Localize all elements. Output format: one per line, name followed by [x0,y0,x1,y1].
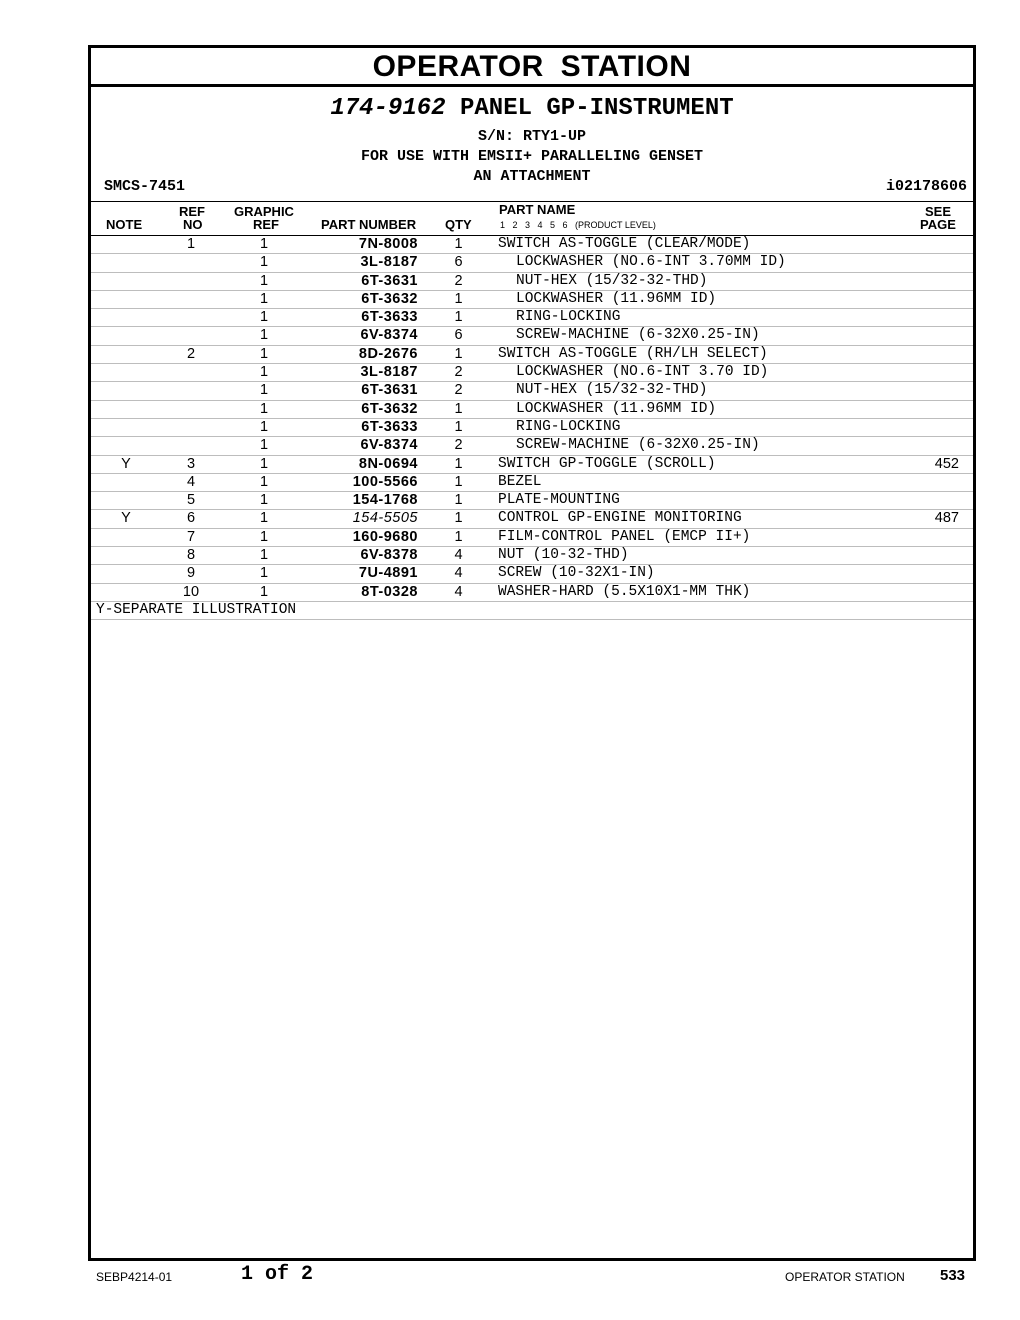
table-row [91,474,973,492]
part-name-cell: PLATE-MOUNTING [498,492,620,509]
part-number-cell: 3L-8187 [360,364,418,381]
footnote-row [91,602,973,620]
graphic-ref-cell: 1 [259,290,269,307]
ref-no-cell: 6 [186,510,196,527]
part-name-cell: LOCKWASHER (11.96MM ID) [516,290,717,307]
page-footer [0,1262,1020,1292]
part-number-cell: 6T-3631 [361,382,418,399]
table-row [91,327,973,345]
col-see-bottom: PAGE [920,217,956,232]
parts-page-frame [88,45,976,1261]
graphic-ref-cell: 1 [259,547,269,564]
qty-cell: 1 [454,528,463,545]
footer-page-number: 533 [940,1267,966,1284]
qty-cell: 4 [454,547,463,564]
col-ref-top: REF [179,204,205,219]
meta-row [91,177,973,202]
note-cell: Y [121,455,131,472]
serial-number: S/N: RTY1-UP [477,128,587,145]
qty-cell: 1 [454,492,463,509]
ref-no-cell: 5 [186,492,196,509]
table-row [91,309,973,327]
qty-cell: 4 [454,583,463,600]
part-number-cell: 6T-3632 [361,400,418,417]
graphic-ref-cell: 1 [259,236,269,252]
table-row [91,584,973,602]
part-number-cell: 6T-3633 [361,418,418,435]
qty-cell: 1 [454,455,463,472]
col-see-top: SEE [925,204,952,219]
part-number-cell: 3L-8187 [360,254,418,271]
qty-cell: 1 [454,236,463,252]
part-number-cell: 7N-8008 [358,236,418,252]
part-name-cell: BEZEL [498,473,542,490]
part-number-cell: 154-5505 [352,510,418,527]
col-note: NOTE [106,217,143,232]
part-name-cell: RING-LOCKING [516,418,621,435]
attachment-note: AN ATTACHMENT [473,168,591,185]
col-part-number: PART NUMBER [321,217,417,232]
table-row [91,492,973,510]
ref-no-cell: 8 [186,547,196,564]
col-ref-bottom: NO [183,217,203,232]
graphic-ref-cell: 1 [259,382,269,399]
section-title: OPERATOR STATION [91,48,973,87]
table-row [91,346,973,364]
part-number-cell: 6T-3631 [361,272,418,289]
part-number-cell: 6T-3632 [361,290,418,307]
part-name-cell: SWITCH AS-TOGGLE (CLEAR/MODE) [498,236,751,252]
table-row [91,510,973,528]
table-row [91,437,973,455]
graphic-ref-cell: 1 [259,492,269,509]
part-name-cell: LOCKWASHER (NO.6-INT 3.70 ID) [516,364,769,381]
col-graphic-top: GRAPHIC [234,204,294,219]
graphic-ref-cell: 1 [259,309,269,326]
part-name-cell: WASHER-HARD (5.5X10X1-MM THK) [498,583,751,600]
parts-group-title [91,87,973,127]
note-cell: Y [121,510,131,527]
graphic-ref-cell: 1 [259,583,269,600]
qty-cell: 6 [454,254,463,271]
footnote: Y-SEPARATE ILLUSTRATION [96,601,297,618]
part-number-cell: 6V-8378 [360,547,418,564]
ref-no-cell: 10 [182,583,200,600]
part-number-cell: 160-9680 [352,528,418,545]
col-product-levels: 1 2 3 4 5 6 (PRODUCT LEVEL) [500,220,656,230]
table-row [91,291,973,309]
part-name-cell: NUT-HEX (15/32-32-THD) [516,382,708,399]
table-row [91,565,973,583]
table-row [91,529,973,547]
illustration-id: i02178606 [885,178,967,195]
table-row [91,456,973,474]
graphic-ref-cell: 1 [259,272,269,289]
qty-cell: 6 [454,327,463,344]
footer-section: OPERATOR STATION [785,1270,905,1284]
graphic-ref-cell: 1 [259,565,269,582]
part-name-cell: SCREW (10-32X1-IN) [498,565,655,582]
part-number-cell: 7U-4891 [358,565,418,582]
footer-doc-id: SEBP4214-01 [96,1270,173,1284]
table-row [91,364,973,382]
ref-no-cell: 2 [186,345,196,362]
table-row [91,419,973,437]
table-row [91,236,973,254]
graphic-ref-cell: 1 [259,528,269,545]
ref-no-cell: 3 [186,455,196,472]
qty-cell: 1 [454,309,463,326]
ref-no-cell: 7 [186,528,196,545]
qty-cell: 1 [454,400,463,417]
qty-cell: 1 [454,510,463,527]
ref-no-cell: 4 [186,473,196,490]
graphic-ref-cell: 1 [259,455,269,472]
graphic-ref-cell: 1 [259,437,269,454]
part-number-cell: 8N-0694 [358,455,418,472]
part-name-cell: NUT-HEX (15/32-32-THD) [516,272,708,289]
graphic-ref-cell: 1 [259,418,269,435]
parts-group-header [91,87,973,185]
smcs-code: SMCS-7451 [104,178,186,195]
ref-no-cell: 9 [186,565,196,582]
part-name-cell: LOCKWASHER (11.96MM ID) [516,400,717,417]
see-page-cell: 487 [934,510,959,527]
qty-cell: 1 [454,473,463,490]
qty-cell: 1 [454,290,463,307]
footer-page-of: 1 of 2 [241,1263,314,1286]
part-name-cell: LOCKWASHER (NO.6-INT 3.70MM ID) [516,254,786,271]
qty-cell: 1 [454,345,463,362]
part-number-cell: 6T-3633 [361,309,418,326]
table-row [91,547,973,565]
part-name-cell: SWITCH AS-TOGGLE (RH/LH SELECT) [498,345,768,362]
part-name-cell: SCREW-MACHINE (6-32X0.25-IN) [516,327,760,344]
graphic-ref-cell: 1 [259,327,269,344]
part-name-cell: RING-LOCKING [516,309,621,326]
ref-no-cell: 1 [186,236,196,252]
qty-cell: 2 [454,437,463,454]
graphic-ref-cell: 1 [259,473,269,490]
part-number-cell: 8D-2676 [358,345,418,362]
table-row [91,254,973,272]
table-row [91,273,973,291]
table-row [91,382,973,400]
qty-cell: 2 [454,364,463,381]
qty-cell: 2 [454,272,463,289]
col-part-name: PART NAME [499,202,576,217]
part-name-cell: FILM-CONTROL PANEL (EMCP II+) [498,528,751,545]
column-headers [91,202,973,236]
graphic-ref-cell: 1 [259,510,269,527]
table-row [91,401,973,419]
graphic-ref-cell: 1 [259,364,269,381]
use-note: FOR USE WITH EMSII+ PARALLELING GENSET [360,148,704,165]
part-number-cell: 154-1768 [352,492,418,509]
qty-cell: 2 [454,382,463,399]
part-name-cell: NUT (10-32-THD) [498,547,629,564]
qty-cell: 4 [454,565,463,582]
part-number-cell: 6V-8374 [360,327,418,344]
group-part-title: PANEL GP-INSTRUMENT [459,95,734,122]
graphic-ref-cell: 1 [259,345,269,362]
see-page-cell: 452 [934,455,959,472]
col-graphic-bottom: REF [253,217,279,232]
part-number-cell: 6V-8374 [360,437,418,454]
graphic-ref-cell: 1 [259,400,269,417]
part-name-cell: CONTROL GP-ENGINE MONITORING [498,510,742,527]
part-number-cell: 8T-0328 [361,583,418,600]
parts-list [91,236,973,620]
part-number-cell: 100-5566 [352,473,418,490]
part-name-cell: SCREW-MACHINE (6-32X0.25-IN) [516,437,760,454]
qty-cell: 1 [454,418,463,435]
part-name-cell: SWITCH GP-TOGGLE (SCROLL) [498,455,716,472]
group-part-number: 174-9162 [330,95,446,122]
graphic-ref-cell: 1 [259,254,269,271]
col-qty: QTY [445,217,472,232]
